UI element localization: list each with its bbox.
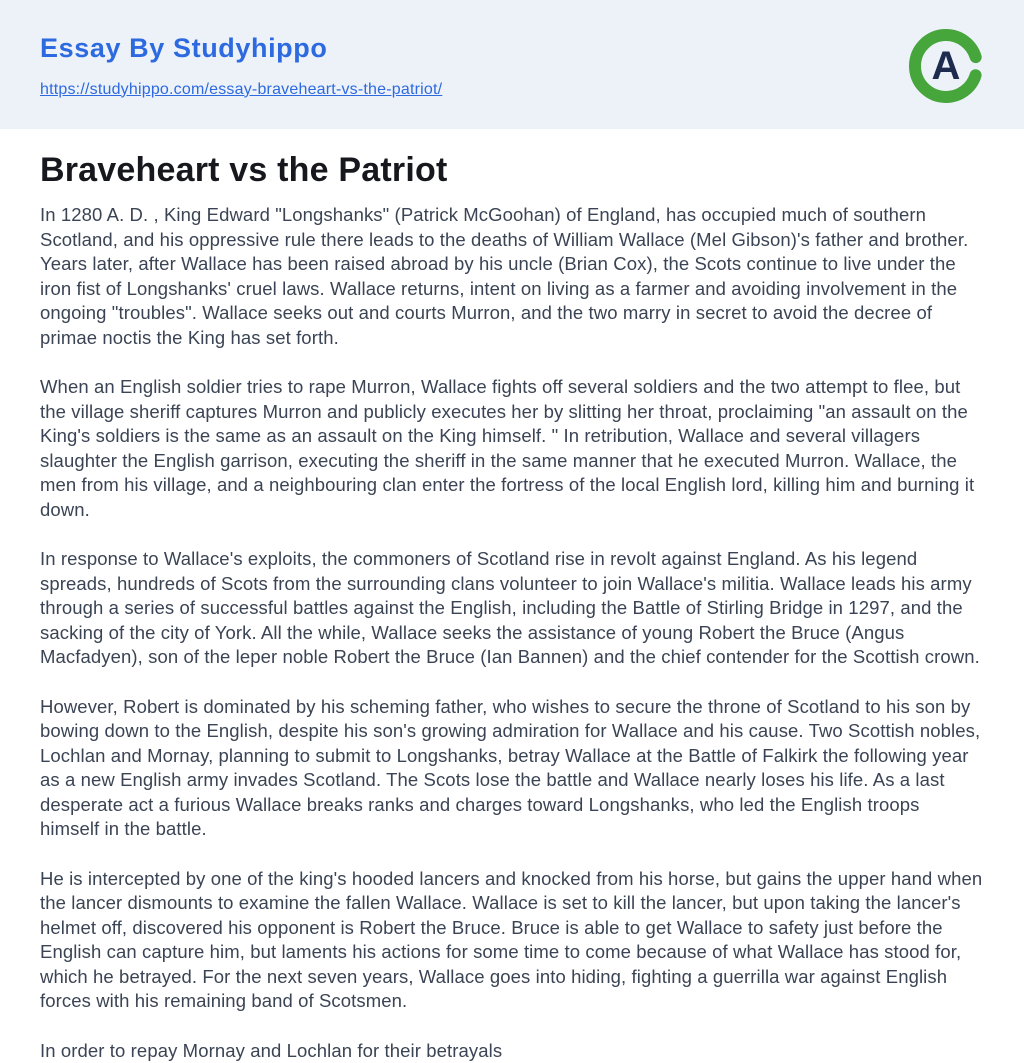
article-title: Braveheart vs the Patriot [40, 151, 984, 190]
studyhippo-logo-icon [908, 28, 984, 104]
essay-body [0, 129, 1024, 1063]
page-header [0, 0, 1024, 129]
source-url-link[interactable]: https://studyhippo.com/essay-braveheart-vs-the-patriot/ [40, 81, 442, 99]
brand-title: Essay By Studyhippo [40, 34, 442, 64]
article-paragraph: He is intercepted by one of the king's hooded lancers and knocked from his horse, but gains the upper hand when the lancer dismounts to examine the fallen Wallace. Wallace is set to kill the lancer, but upon taking the lancer's helmet off, discovered his opponent is Robert the Bruce. Bruce is able to get Wallace to safety just before the English can capture him, but laments his actions for some time to come because of what Wallace has stood for, which he betrayed. For the next seven years, Wallace goes into hiding, fighting a guerrilla war against English forces with his remaining band of Scotsmen. [40, 867, 984, 1014]
article-paragraph: In order to repay Mornay and Lochlan for their betrayals [40, 1039, 984, 1063]
logo-letter: A [932, 44, 961, 88]
article-paragraph: In 1280 A. D. , King Edward "Longshanks" (Patrick McGoohan) of England, has occupied much of southern Scotland, and his oppressive rule there leads to the deaths of William Wallace (Mel Gibson)'s father and brother. Years later, after Wallace has been raised abroad by his uncle (Brian Cox), the Scots continue to live under the iron fist of Longshanks' cruel laws. Wallace returns, intent on living as a farmer and avoiding involvement in the ongoing "troubles". Wallace seeks out and courts Murron, and the two marry in secret to avoid the decree of primae noctis the King has set forth. [40, 203, 984, 350]
article-paragraph: When an English soldier tries to rape Murron, Wallace fights off several soldiers and the two attempt to flee, but the village sheriff captures Murron and publicly executes her by slitting her throat, proclaiming "an assault on the King's soldiers is the same as an assault on the King himself. " In retribution, Wallace and several villagers slaughter the English garrison, executing the sheriff in the same manner that he executed Murron. Wallace, the men from his village, and a neighbouring clan enter the fortress of the local English lord, killing him and burning it down. [40, 375, 984, 522]
article-paragraph: In response to Wallace's exploits, the commoners of Scotland rise in revolt against England. As his legend spreads, hundreds of Scots from the surrounding clans volunteer to join Wallace's militia. Wallace leads his army through a series of successful battles against the English, including the Battle of Stirling Bridge in 1297, and the sacking of the city of York. All the while, Wallace seeks the assistance of young Robert the Bruce (Angus Macfadyen), son of the leper noble Robert the Bruce (Ian Bannen) and the chief contender for the Scottish crown. [40, 547, 984, 670]
header-text-block [40, 34, 442, 99]
article-paragraph: However, Robert is dominated by his scheming father, who wishes to secure the throne of Scotland to his son by bowing down to the English, despite his son's growing admiration for Wallace and his cause. Two Scottish nobles, Lochlan and Mornay, planning to submit to Longshanks, betray Wallace at the Battle of Falkirk the following year as a new English army invades Scotland. The Scots lose the battle and Wallace nearly loses his life. As a last desperate act a furious Wallace breaks ranks and charges toward Longshanks, who led the English troops himself in the battle. [40, 695, 984, 842]
